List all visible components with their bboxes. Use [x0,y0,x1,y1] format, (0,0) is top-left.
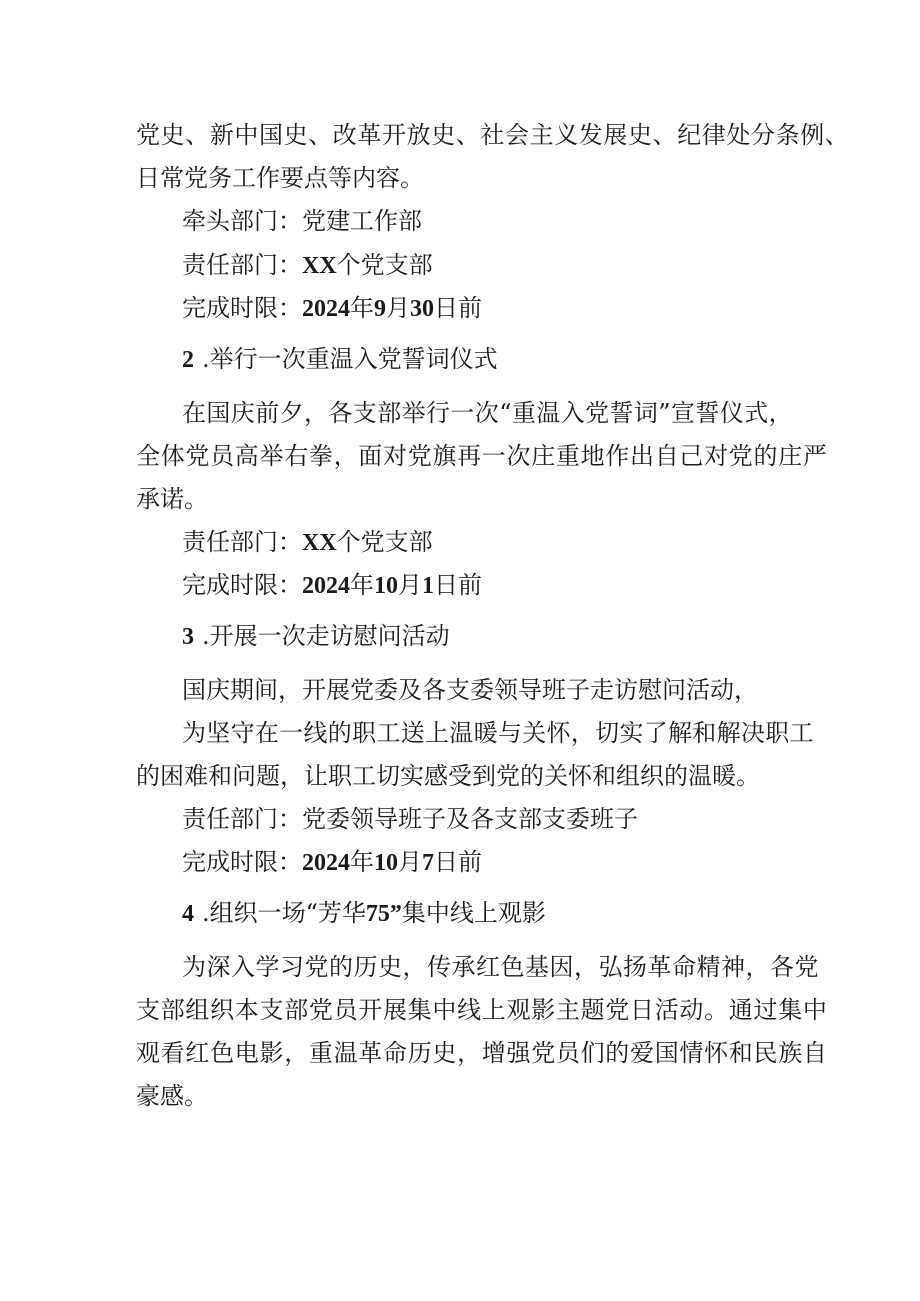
section-number: 4 [182,901,194,927]
section-title: .开展一次走访慰问活动 [202,622,450,650]
responsible-department-code: XX [302,253,337,279]
deadline-month: 10 [374,573,398,599]
section-heading [182,343,498,376]
section-number: 3 [182,624,194,650]
deadline-year-unit: 年 [350,848,374,876]
deadline-day: 7 [422,850,434,876]
deadline-day-unit: 日前 [434,294,482,322]
section-number: 2 [182,347,194,373]
deadline-month-unit: 月 [398,571,422,599]
paragraph-line: 的困难和问题，让职工切实感受到党的关怀和组织的温暖。 [136,762,760,790]
responsible-department-value: 个党支部 [336,251,433,279]
section-heading [182,897,546,930]
responsible-department-line [182,803,638,835]
deadline-line [182,846,482,879]
paragraph-line: 豪感。 [136,1082,208,1110]
deadline-month: 10 [374,850,398,876]
deadline-year: 2024 [302,296,350,322]
responsible-department-line [182,249,433,282]
deadline-year-unit: 年 [350,571,374,599]
lead-department-value: 党建工作部 [302,207,422,235]
responsible-department-line [182,526,433,559]
section-title: .举行一次重温入党誓词仪式 [202,345,498,373]
deadline-day: 30 [410,296,434,322]
deadline-day: 1 [422,573,434,599]
deadline-month-unit: 月 [386,294,410,322]
lead-department-label: 牵头部门： [182,207,302,235]
section-heading [182,620,450,653]
responsible-department-label: 责任部门： [182,528,302,556]
paragraph-line: 日常党务工作要点等内容。 [136,164,424,192]
deadline-label: 完成时限： [182,294,302,322]
paragraph-line: 党史、新中国史、改革开放史、社会主义发展史、纪律处分条例、 [136,121,850,149]
paragraph-line: 国庆期间，开展党委及各支委领导班子走访慰问活动， [182,676,758,704]
deadline-year-unit: 年 [350,294,374,322]
paragraph-line: 承诺。 [136,485,208,513]
paragraph-line: 观看红色电影，重温革命历史，增强党员们的爱国情怀和民族自 [136,1039,828,1067]
deadline-day-unit: 日前 [434,848,482,876]
lead-department-line [182,205,422,237]
paragraph-line: 为坚守在一线的职工送上温暖与关怀，切实了解和解决职工 [182,719,814,747]
responsible-department-code: XX [302,530,337,556]
deadline-year: 2024 [302,573,350,599]
deadline-year: 2024 [302,850,350,876]
deadline-label: 完成时限： [182,571,302,599]
deadline-label: 完成时限： [182,848,302,876]
deadline-day-unit: 日前 [434,571,482,599]
paragraph-line: 为深入学习党的历史，传承红色基因，弘扬革命精神，各党 [182,953,819,981]
responsible-department-value: 个党支部 [336,528,433,556]
responsible-department-label: 责任部门： [182,251,302,279]
section-title-rest: 集中线上观影 [401,899,546,927]
section-title-bold: 75” [365,901,402,927]
deadline-month: 9 [374,296,386,322]
section-title: .组织一场“芳华 [202,899,366,927]
responsible-department-label: 责任部门： [182,805,302,833]
deadline-line [182,292,482,325]
responsible-department-value: 党委领导班子及各支部支委班子 [302,805,638,833]
paragraph-line: 在国庆前夕，各支部举行一次“重温入党誓词”宣誓仪式， [182,399,793,427]
deadline-line [182,569,482,602]
paragraph-line: 支部组织本支部党员开展集中线上观影主题党日活动。通过集中 [136,996,828,1024]
deadline-month-unit: 月 [398,848,422,876]
paragraph-line: 全体党员高举右拳，面对党旗再一次庄重地作出自己对党的庄严 [136,442,828,470]
